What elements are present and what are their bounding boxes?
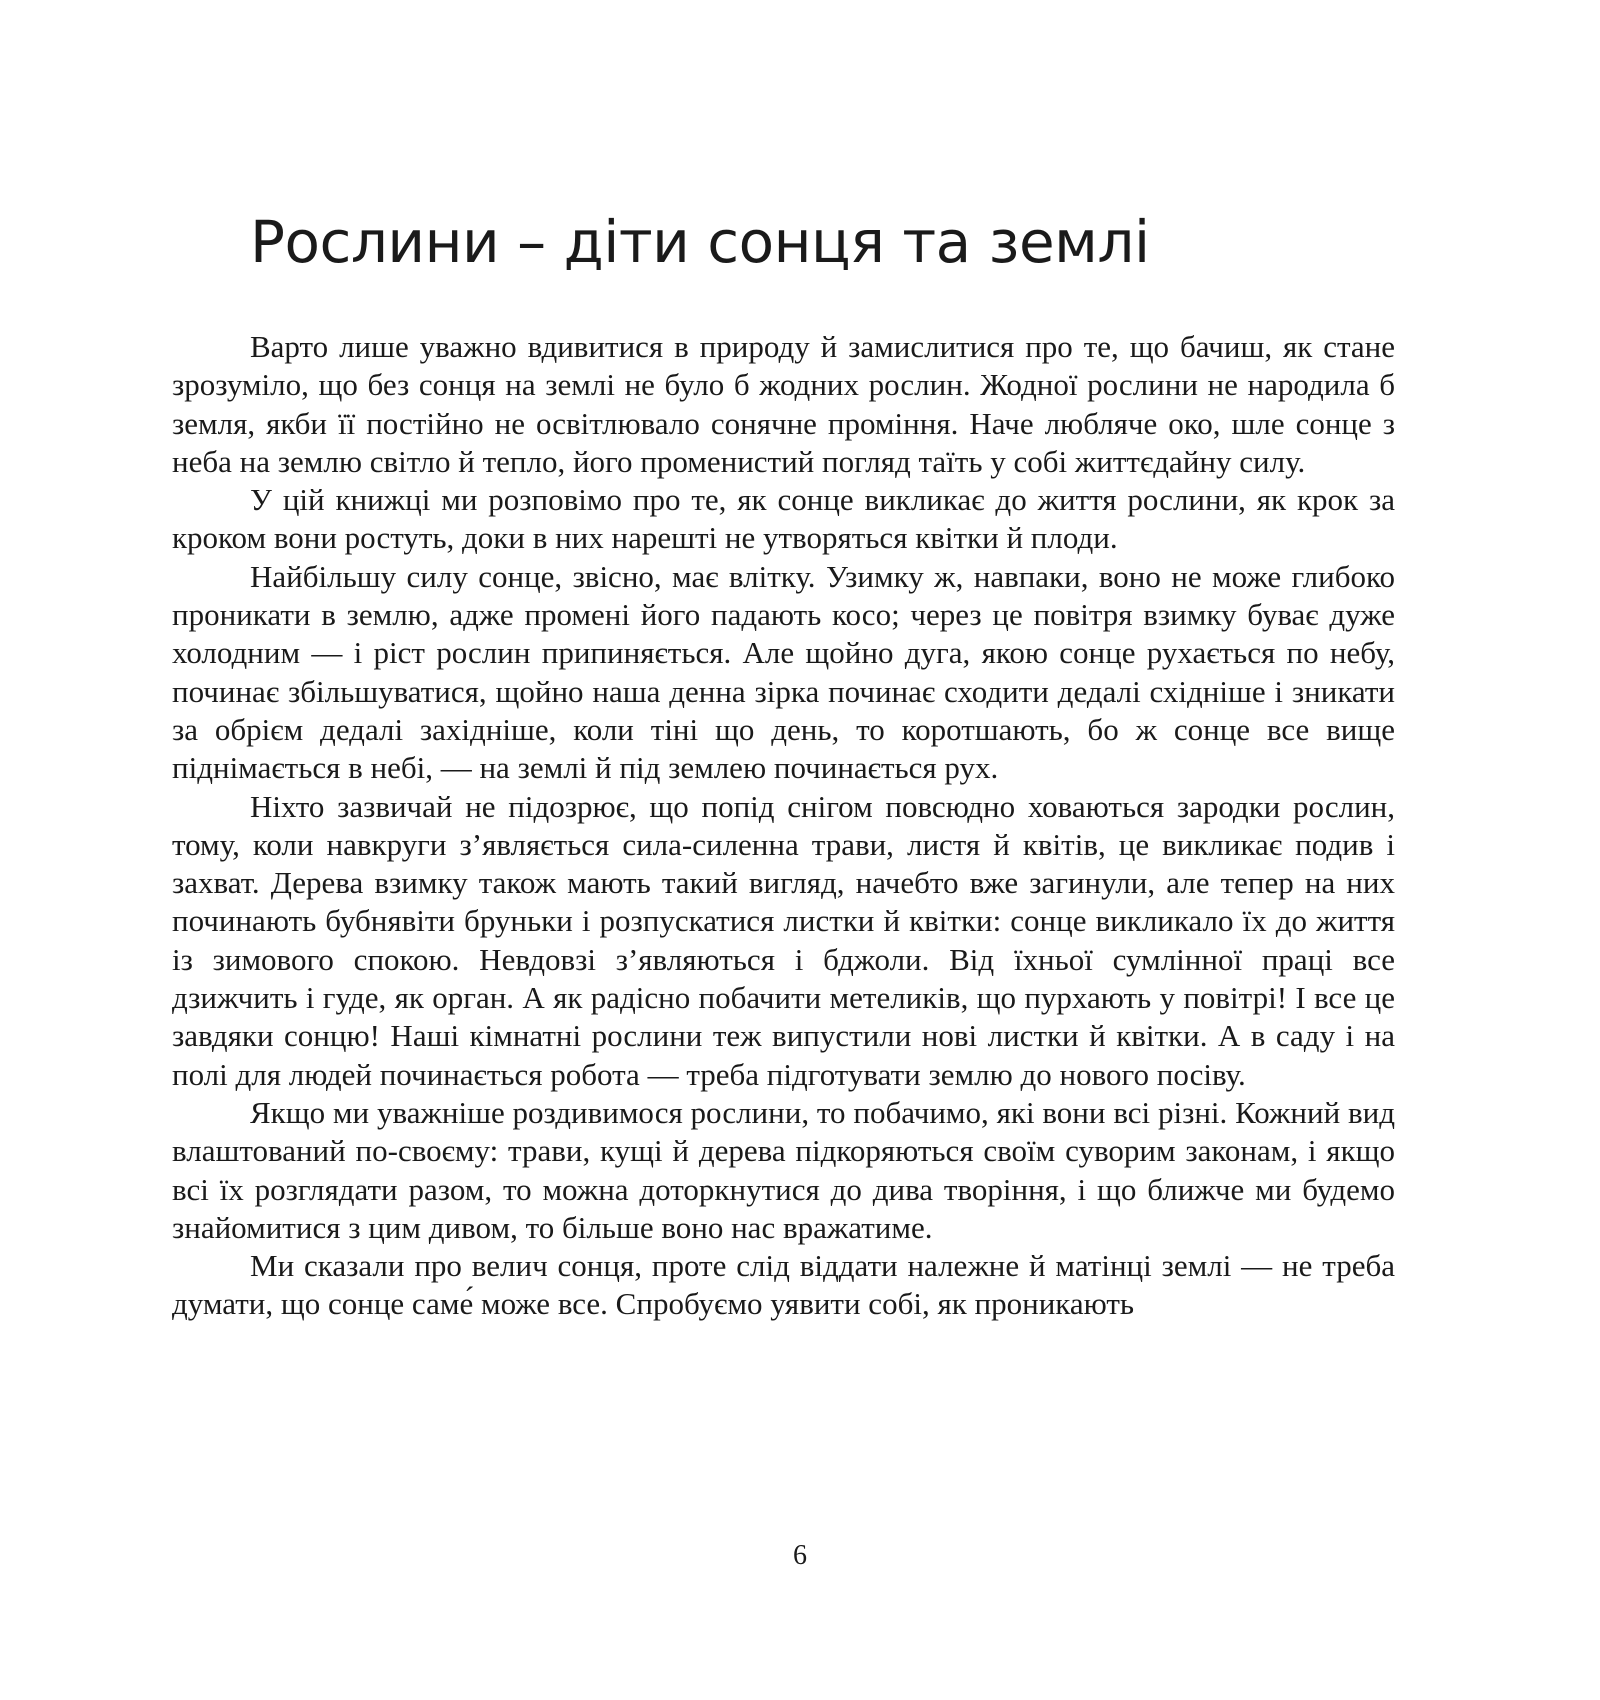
chapter-title: Рослини – діти сонця та землі (250, 208, 1150, 276)
paragraph-3: Найбільшу силу сонце, звісно, має влітку. Узимку ж, навпаки, воно не може глибоко проникати в землю, адже промені його падають косо; через це повітря взимку буває дуже холодним — і ріст рослин припиняється. Але щойно дуга, якою сонце рухається по небу, починає збільшуватися, щойно наша денна зірка починає сходити дедалі східніше і зникати за обрієм дедалі західніше, коли тіні що день, то коротшають, бо ж сонце все вище піднімається в небі, — на землі й під землею починається рух. (172, 558, 1395, 786)
paragraph-5: Якщо ми уважніше роздивимося рослини, то побачимо, які вони всі різні. Кожний вид влаштований по-своєму: трави, кущі й дерева підкоряються своїм суворим законам, і якщо всі їх розглядати разом, то можна доторкнутися до дива творіння, і що ближче ми будемо знайомитися з цим дивом, то більше воно нас вражатиме. (172, 1094, 1395, 1245)
paragraph-4: Ніхто зазвичай не підозрює, що попід снігом повсюдно ховаються зародки рослин, тому, коли навкруги з’являється сила-силенна трави, листя й квітів, це викликає подив і захват. Дерева взимку також мають такий вигляд, начебто вже загинули, але тепер на них починають бубнявіти бруньки і розпускатися листки й квітки: сонце викликало їх до життя із зимового спокою. Невдовзі з’являються і бджоли. Від їхньої сумлінної праці все дзижчить і гуде, як орган. А як радісно побачити метеликів, що пурхають у повітрі! І все це завдяки сонцю! Наші кімнатні рослини теж випустили нові листки й квітки. А в саду і на полі для людей починається робота — треба підготувати землю до нового посіву. (172, 788, 1395, 1092)
paragraph-2: У цій книжці ми розповімо про те, як сонце викликає до життя рослини, як крок за кроком вони ростуть, доки в них нарешті не утворяться квітки й плоди. (172, 482, 1395, 556)
paragraph-6: Ми сказали про велич сонця, проте слід віддати належне й матінці землі — не треба думати, що сонце саме́ може все. Спробуємо уявити собі, як проникають (172, 1248, 1395, 1322)
paragraph-1: Варто лише уважно вдивитися в природу й замислитися про те, що бачиш, як стане зрозуміло, що без сонця на землі не було б жодних рослин. Жодної рослини не народила б земля, якби її постійно не освітлювало сонячне проміння. Наче люблячe око, шле сонце з неба на землю світло й тепло, його променистий погляд таїть у собі життєдайну силу. (172, 329, 1395, 479)
page-number: 6 (793, 1540, 807, 1571)
body-text (172, 328, 1395, 1324)
